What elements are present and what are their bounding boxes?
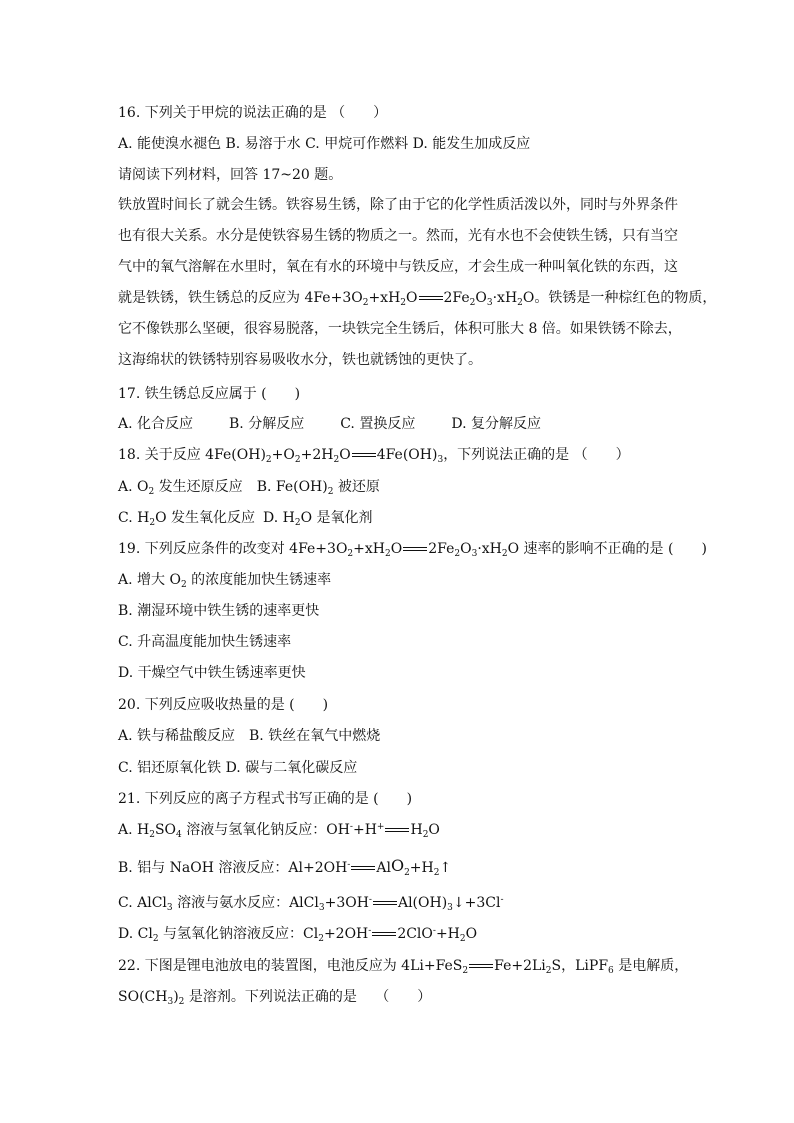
reading-intro: 请阅读下列材料，回答 17~20 题。	[118, 167, 343, 183]
q19-option-c: C. 升高温度能加快生锈速率	[118, 634, 292, 650]
q17-option-d: D. 复分解反应	[451, 416, 541, 432]
passage-line-3: 气中的氧气溶解在水里时，氧在有水的环境中与铁反应，才会生成一种叫氧化铁的东西，这	[118, 259, 678, 275]
passage-line-2: 也有很大关系。水分是使铁容易生锈的物质之一。然而，光有水也不会使铁生锈，只有当空	[118, 228, 678, 244]
q19-stem: 19. 下列反应条件的改变对 $4Fe+3O_2+xH_2O$ $2Fe_2O_3\cdot xH_2O$ 速率的影响不正确的是 ( )	[118, 541, 707, 559]
equals-sign	[402, 545, 428, 553]
equals-sign	[351, 451, 377, 459]
q17-options	[118, 414, 541, 434]
q22-stem-line-1: 22. 下图是锂电池放电的装置图，电池反应为 4Li+FeS$_2$ $Fe+2Li_2S$，LiPF$_6$ 是电解质，	[118, 958, 689, 976]
passage-line-6: 这海绵状的铁锈特别容易吸收水分，铁也就锈蚀的更快了。	[118, 352, 482, 368]
q22-stem-line-2: $SO(CH_3)_2$ 是溶剂。下列说法正确的是 （ ）	[118, 989, 432, 1007]
q21-option-d: D. $Cl_2$ 与氢氧化钠溶液反应：$Cl_2+2OH^-$ $2ClO^-+H_2O$	[118, 926, 478, 944]
q17-option-b: B. 分解反应	[229, 416, 305, 432]
reading-passage	[118, 190, 717, 376]
equals-sign	[372, 899, 398, 907]
equals-sign	[418, 294, 444, 302]
passage-line-5: 它不像铁那么坚硬，很容易脱落，一块铁完全生锈后，体积可胀大 8 倍。如果铁锈不除去，	[118, 321, 682, 337]
q19-option-d: D. 干燥空气中铁生锈速率更快	[118, 665, 306, 681]
equals-sign	[468, 962, 494, 970]
q18-options-ab: A. $O_2$ 发生还原反应 B. $Fe(OH)_2$ 被还原	[118, 479, 380, 497]
q21-option-b: B. 铝与 NaOH 溶液反应：Al+2OH- $AlO_2+H_2↑$	[118, 856, 452, 878]
q17-stem: 17. 铁生锈总反应属于 ( )	[118, 386, 301, 402]
q20-options-ab: A. 铁与稀盐酸反应 B. 铁丝在氧气中燃烧	[118, 728, 381, 744]
passage-line-4: 就是铁锈，铁生锈总的反应为 $4Fe+3O_2+xH_2O$ $2Fe_2O_3\cdot xH_2O$。铁锈是一种棕红色的物质，	[118, 290, 717, 308]
q20-stem: 20. 下列反应吸收热量的是 ( )	[118, 697, 329, 713]
q21-option-c: C. AlCl$_3$ 溶液与氨水反应：AlCl$_3$+3OH- $Al(OH)_3↓+3Cl^-$	[118, 895, 504, 913]
q20-options-cd: C. 铝还原氧化铁 D. 碳与二氧化碳反应	[118, 760, 358, 776]
q18-stem: 18. 关于反应 $4Fe(OH)_2+O_2+2H_2O$ $4Fe(OH)_3$，下列说法正确的是 （ ）	[118, 447, 630, 465]
q17-option-a: A. 化合反应	[118, 416, 194, 432]
q18-options-cd: C. $H_2O$ 发生氧化反应 D. $H_2O$ 是氧化剂	[118, 510, 373, 528]
passage-line-1: 铁放置时间长了就会生锈。铁容易生锈，除了由于它的化学性质活泼以外，同时与外界条件	[118, 197, 678, 213]
q16-stem: 16. 下列关于甲烷的说法正确的是 （ ）	[118, 105, 388, 121]
equals-sign	[371, 930, 397, 938]
q21-option-a: A. $H_2SO_4$ 溶液与氢氧化钠反应：OH-+H+ $H_2O$	[118, 822, 440, 840]
q17-option-c: C. 置换反应	[340, 416, 416, 432]
q19-option-a: A. 增大 $O_2$ 的浓度能加快生锈速率	[118, 572, 332, 590]
q16-options: A. 能使溴水褪色 B. 易溶于水 C. 甲烷可作燃料 D. 能发生加成反应	[118, 136, 531, 152]
equals-sign	[350, 864, 376, 872]
q19-option-b: B. 潮湿环境中铁生锈的速率更快	[118, 603, 320, 619]
equals-sign	[384, 826, 410, 834]
q21-stem: 21. 下列反应的离子方程式书写正确的是 ( )	[118, 791, 413, 807]
